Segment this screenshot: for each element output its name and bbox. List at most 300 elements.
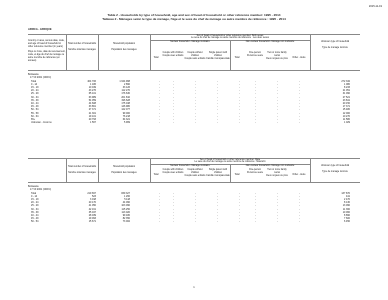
dash-cell: -: [299, 213, 300, 217]
dash-cell: -: [277, 207, 278, 211]
dash-cell: -: [173, 121, 174, 125]
dash-cell: -: [299, 89, 300, 93]
report-date: 2015-11-19: [368, 5, 382, 8]
unknown-type-cell: 20 150: [342, 101, 350, 105]
dash-cell: -: [195, 213, 196, 217]
dash-cell: -: [159, 85, 160, 89]
dash-cell: -: [277, 108, 278, 112]
dash-cell: -: [239, 197, 240, 201]
dash-cell: -: [173, 108, 174, 112]
age-group-label: 35 - 39: [31, 98, 39, 102]
dash-cell: -: [173, 210, 174, 214]
age-group-label: 15 - 19: [31, 85, 39, 89]
unknown-type-cell: 27 521: [342, 95, 350, 99]
total-households-cell: 219 697: [87, 191, 96, 195]
age-group-label: 25 - 29: [31, 92, 39, 96]
dash-cell: -: [195, 89, 196, 93]
dash-cell: -: [239, 117, 240, 121]
total-households-cell: 404 706: [87, 79, 96, 83]
dash-cell: -: [239, 105, 240, 109]
total-households-cell: 44 608: [88, 101, 96, 105]
unknown-type-cell: 8 130: [344, 201, 350, 205]
dash-cell: -: [255, 213, 256, 217]
age-group-label: Total: [31, 191, 37, 195]
population-cell: 99 000: [122, 111, 130, 115]
sex-male-header: Sex of head of household or other reference member: Male Le sexe du chef de ménage ou autre membre de référence : Masculin: [194, 158, 266, 164]
dash-cell: -: [299, 117, 300, 121]
dash-cell: -: [277, 117, 278, 121]
dash-values: [206, 192, 218, 224]
dash-cell: -: [255, 79, 256, 83]
nuclear-header: Nuclear household - Ménage nucléaire: [170, 41, 210, 43]
country-name: Botswana: [28, 185, 39, 188]
dash-cell: -: [217, 117, 218, 121]
total-households-header: Total number of households Nombre total des ménages: [67, 43, 97, 51]
age-group-label: 50 - 54: [31, 220, 39, 224]
nuclear-col-couple-no-children: Couple without children Couple sans enfants: [184, 52, 206, 60]
dash-cell: -: [299, 191, 300, 195]
dash-cell: -: [239, 95, 240, 99]
dash-cell: -: [195, 98, 196, 102]
dash-values: [150, 192, 160, 224]
population-cell: 175 048: [121, 101, 130, 105]
dash-cell: -: [159, 82, 160, 86]
dash-cell: -: [173, 79, 174, 83]
population-cell: 5 118: [124, 197, 130, 201]
population-cell: 112 270: [121, 89, 130, 93]
population-cell: 82 350: [122, 217, 130, 221]
dash-cell: -: [173, 207, 174, 211]
dash-cell: -: [299, 85, 300, 89]
non-nuclear-header: Non-nuclear household - Ménage non nucléaire: [245, 41, 295, 43]
dash-cell: -: [173, 105, 174, 109]
dash-cell: -: [239, 220, 240, 224]
dash-cell: -: [195, 111, 196, 115]
dash-cell: -: [159, 101, 160, 105]
dash-cell: -: [195, 194, 196, 198]
population-values: [98, 80, 130, 125]
age-group-label: 20 - 24: [31, 201, 39, 205]
unknown-type-cell: 15 480: [342, 108, 350, 112]
age-group-label: 65+: [31, 117, 36, 121]
dash-cell: -: [195, 210, 196, 214]
age-group-label: Unknown - Inconnu: [31, 121, 52, 125]
region-label: AFRICA - AFRIQUE: [28, 28, 52, 31]
dash-cell: -: [159, 191, 160, 195]
dash-cell: -: [217, 92, 218, 96]
total-households-cell: 19 093: [88, 217, 96, 221]
dash-cell: -: [173, 191, 174, 195]
dash-cell: -: [277, 89, 278, 93]
age-group-label: 25 - 29: [31, 204, 39, 208]
total-households-cell: 54 059: [88, 98, 96, 102]
dash-cell: -: [217, 98, 218, 102]
unknown-values: [310, 80, 350, 125]
total-households-values: [66, 80, 96, 125]
sex-both-header: Sex of head of household or other reference member: Both sexes Le sexe du chef de ménage ou autre membre de référence : Les deux sexes: [191, 34, 269, 40]
total-households-cell: 41 050: [88, 204, 96, 208]
dash-cell: -: [277, 191, 278, 195]
dash-cell: -: [239, 217, 240, 221]
population-cell: 5 969: [124, 121, 130, 125]
age-group-label: 50 - 54: [31, 108, 39, 112]
dash-cell: -: [299, 217, 300, 221]
dash-cell: -: [159, 201, 160, 205]
age-group-label: 30 - 34: [31, 207, 39, 211]
dash-cell: -: [239, 108, 240, 112]
dash-cell: -: [195, 197, 196, 201]
total-households-cell: 1 567: [90, 121, 96, 125]
dash-cell: -: [277, 105, 278, 109]
dash-values: [184, 80, 196, 125]
dash-cell: -: [239, 121, 240, 125]
population-cell: 73 002: [122, 220, 130, 224]
dash-cell: -: [299, 201, 300, 205]
dash-values: [288, 192, 300, 224]
age-group-label: 45 - 49: [31, 105, 39, 109]
dash-values: [230, 80, 240, 125]
dash-cell: -: [195, 121, 196, 125]
dash-cell: -: [239, 98, 240, 102]
population-cell: 99 180: [122, 213, 130, 217]
dash-cell: -: [217, 204, 218, 208]
population-cell: 122 077: [121, 108, 130, 112]
dash-values: [150, 80, 160, 125]
population-cell: 196 628: [121, 98, 130, 102]
dash-cell: -: [173, 220, 174, 224]
dash-values: [244, 80, 256, 125]
total-households-cell: 33 861: [88, 105, 96, 109]
dash-cell: -: [299, 92, 300, 96]
non-nuclear-col-two-nuclei: Two or more family nuclei Deux noyaux ou plus: [266, 52, 288, 60]
total-households-cell: 28 039: [88, 213, 96, 217]
dash-cell: -: [277, 121, 278, 125]
dash-cell: -: [239, 101, 240, 105]
dash-cell: -: [217, 210, 218, 214]
dash-cell: -: [239, 85, 240, 89]
age-group-label: 60 - 64: [31, 114, 39, 118]
age-group-label: 0 - 14: [31, 82, 38, 86]
non-nuclear-col-other: Other - Autre: [292, 174, 306, 176]
unknown-type-cell: 137 870: [341, 191, 350, 195]
dash-cell: -: [277, 101, 278, 105]
dash-cell: -: [255, 114, 256, 118]
dash-cell: -: [239, 92, 240, 96]
dash-cell: -: [299, 95, 300, 99]
total-households-cell: 21 301: [88, 111, 96, 115]
age-group-label: Total: [31, 79, 37, 83]
population-header: Household population Population des ménages: [111, 166, 137, 174]
dash-cell: -: [217, 121, 218, 125]
dash-cell: -: [159, 105, 160, 109]
non-nuclear-col-one-person: One-person Personne seule: [247, 169, 263, 174]
dash-cell: -: [255, 204, 256, 208]
dash-cell: -: [195, 95, 196, 99]
dash-cell: -: [299, 207, 300, 211]
unknown-type-cell: 1 029: [344, 121, 350, 125]
unknown-type-cell: 31 090: [342, 92, 350, 96]
dash-cell: -: [255, 82, 256, 86]
dash-cell: -: [255, 117, 256, 121]
dash-cell: -: [159, 117, 160, 121]
dash-cell: -: [159, 95, 160, 99]
total-households-cell: 19 101: [88, 114, 96, 118]
dash-cell: -: [173, 117, 174, 121]
dash-cell: -: [159, 197, 160, 201]
dash-cell: -: [299, 101, 300, 105]
dash-cell: -: [277, 197, 278, 201]
dash-cell: -: [173, 194, 174, 198]
census-date: 17 VII 2001 (CDFC): [30, 188, 52, 191]
dash-cell: -: [173, 92, 174, 96]
dash-cell: -: [255, 210, 256, 214]
dash-values: [230, 192, 240, 224]
dash-cell: -: [173, 197, 174, 201]
total-households-cell: 20 170: [88, 201, 96, 205]
dash-cell: -: [217, 89, 218, 93]
dash-cell: -: [217, 207, 218, 211]
dash-cell: -: [239, 210, 240, 214]
dash-cell: -: [277, 85, 278, 89]
unknown-type-cell: 10 270: [342, 114, 350, 118]
unknown-type-cell: 11 580: [342, 117, 350, 121]
dash-cell: -: [159, 204, 160, 208]
dash-cell: -: [299, 194, 300, 198]
nuclear-col-couple-no-children: Couple without children Couple sans enfants: [184, 169, 206, 177]
dash-cell: -: [277, 79, 278, 83]
dash-cell: -: [299, 98, 300, 102]
unknown-values: [310, 192, 350, 224]
population-cell: 146 980: [121, 105, 130, 109]
population-cell: 64 321: [122, 117, 130, 121]
dash-values: [266, 80, 278, 125]
left-column-header: Country or area, census date, code, and age of head of household or other reference member (in years) Pays ou zone, date de recensement, code, et âge du chef de ménage ou autre membre de référence (en années): [28, 40, 66, 62]
total-households-cell: 1 186: [90, 82, 96, 86]
total-households-cell: 27 371: [88, 108, 96, 112]
dash-cell: -: [195, 217, 196, 221]
age-group-label: 30 - 34: [31, 95, 39, 99]
nuclear-col-total: Total: [153, 174, 159, 176]
dash-cell: -: [255, 197, 256, 201]
dash-cell: -: [239, 89, 240, 93]
dash-cell: -: [195, 204, 196, 208]
dash-cell: -: [255, 194, 256, 198]
population-values: [98, 192, 130, 224]
dash-cell: -: [195, 201, 196, 205]
dash-cell: -: [173, 114, 174, 118]
dash-cell: -: [173, 204, 174, 208]
unknown-type-cell: 21 051: [342, 89, 350, 93]
dash-cell: -: [239, 207, 240, 211]
dash-cell: -: [239, 191, 240, 195]
dash-cell: -: [299, 210, 300, 214]
dash-cell: -: [217, 111, 218, 115]
dash-cell: -: [217, 213, 218, 217]
dash-cell: -: [173, 85, 174, 89]
dash-cell: -: [217, 201, 218, 205]
dash-cell: -: [255, 191, 256, 195]
title-english: Table 2 - Households by type of household, age and sex of head of household or other reference member: 1995 - 2014: [107, 13, 281, 17]
population-cell: 115 250: [121, 207, 130, 211]
dash-cell: -: [299, 105, 300, 109]
dash-cell: -: [195, 191, 196, 195]
dash-cell: -: [195, 92, 196, 96]
dash-cell: -: [159, 92, 160, 96]
dash-cell: -: [239, 201, 240, 205]
population-cell: 201 810: [121, 95, 130, 99]
dash-cell: -: [159, 121, 160, 125]
dash-cell: -: [173, 101, 174, 105]
population-cell: 176 630: [121, 92, 130, 96]
dash-cell: -: [239, 79, 240, 83]
page-number: 1: [193, 286, 195, 289]
dash-cell: -: [255, 101, 256, 105]
dash-cell: -: [173, 82, 174, 86]
dash-cell: -: [277, 201, 278, 205]
nuclear-col-couple-children: Couple with children Couple avec enfants: [162, 169, 184, 174]
dash-cell: -: [159, 89, 160, 93]
census-date: 17 VII 2001 (CDFC): [30, 76, 52, 79]
dash-cell: -: [195, 207, 196, 211]
dash-values: [162, 192, 174, 224]
dash-cell: -: [159, 207, 160, 211]
dash-cell: -: [195, 79, 196, 83]
dash-values: [162, 80, 174, 125]
non-nuclear-col-two-nuclei: Two or more family nuclei Deux noyaux ou plus: [266, 169, 288, 177]
dash-cell: -: [255, 201, 256, 205]
total-households-cell: 65 101: [88, 92, 96, 96]
unknown-type-cell: 11 360: [342, 207, 350, 211]
dash-cell: -: [159, 194, 160, 198]
age-group-label: 15 - 19: [31, 197, 39, 201]
dash-cell: -: [239, 82, 240, 86]
population-cell: 103 090: [121, 204, 130, 208]
dash-cell: -: [195, 85, 196, 89]
age-group-label: 0 - 14: [31, 194, 38, 198]
dash-cell: -: [217, 79, 218, 83]
dash-cell: -: [217, 105, 218, 109]
dash-cell: -: [255, 95, 256, 99]
population-header: Household population Population des ménages: [111, 43, 137, 51]
unknown-type-cell: 7 600: [344, 217, 350, 221]
dash-values: [266, 192, 278, 224]
dash-cell: -: [195, 117, 196, 121]
non-nuclear-header: Non-nuclear household - Ménage non nucléaire: [245, 165, 295, 167]
total-households-header: Total number of households Nombre total des ménages: [67, 166, 97, 174]
population-cell: 2 890: [124, 82, 130, 86]
dash-cell: -: [277, 82, 278, 86]
dash-cell: -: [255, 217, 256, 221]
age-group-label: 40 - 44: [31, 213, 39, 217]
unknown-type-cell: 13 090: [342, 204, 350, 208]
population-cell: 44 090: [122, 201, 130, 205]
total-households-cell: 10 049: [88, 85, 96, 89]
unknown-type-cell: 23 841: [342, 98, 350, 102]
dash-cell: -: [173, 111, 174, 115]
age-group-label: 55 - 59: [31, 111, 39, 115]
unknown-type-cell: 441: [346, 194, 350, 198]
age-group-label: 40 - 44: [31, 101, 39, 105]
dash-cell: -: [159, 213, 160, 217]
dash-cell: -: [299, 220, 300, 224]
dash-cell: -: [159, 217, 160, 221]
dash-cell: -: [173, 213, 174, 217]
dash-cell: -: [255, 85, 256, 89]
unknown-type-cell: 10 060: [342, 210, 350, 214]
total-households-cell: 3 018: [90, 197, 96, 201]
dash-cell: -: [173, 89, 174, 93]
dash-cell: -: [159, 79, 160, 83]
dash-values: [288, 80, 300, 125]
dash-cell: -: [217, 197, 218, 201]
dash-cell: -: [159, 210, 160, 214]
population-cell: 33 126: [122, 85, 130, 89]
age-labels: [31, 80, 52, 125]
dash-cell: -: [195, 101, 196, 105]
dash-cell: -: [299, 197, 300, 201]
non-nuclear-col-one-person: One-person Personne seule: [247, 52, 263, 57]
dash-cell: -: [277, 98, 278, 102]
population-cell: 76 218: [122, 114, 130, 118]
dash-cell: -: [239, 194, 240, 198]
unknown-type-cell: 1 080: [344, 82, 350, 86]
dash-cell: -: [277, 220, 278, 224]
unknown-type-cell: 8 890: [344, 213, 350, 217]
total-households-cell: 35 047: [88, 210, 96, 214]
dash-cell: -: [217, 194, 218, 198]
dash-cell: -: [217, 85, 218, 89]
dash-cell: -: [239, 204, 240, 208]
total-households-values: [66, 192, 96, 224]
population-cell: 1 260: [124, 194, 130, 198]
total-households-cell: 42 161: [88, 207, 96, 211]
dash-cell: -: [277, 194, 278, 198]
dash-cell: -: [277, 204, 278, 208]
dash-values: [184, 192, 196, 224]
dash-cell: -: [195, 108, 196, 112]
population-cell: 839 327: [121, 191, 130, 195]
unknown-header: Unknown type of household Type de ménage inconnu: [320, 165, 350, 173]
population-cell: 1 644 968: [119, 79, 130, 83]
dash-cell: -: [255, 105, 256, 109]
title-french: Tableau 2 - Ménages selon le type de ménage, l'âge et le sexe du chef de ménage ou autre membre de référence : 1995 - 2014: [102, 17, 286, 21]
dash-cell: -: [277, 111, 278, 115]
total-households-cell: 523: [92, 194, 96, 198]
dash-cell: -: [217, 95, 218, 99]
dash-cell: -: [159, 98, 160, 102]
dash-cell: -: [173, 201, 174, 205]
dash-cell: -: [195, 114, 196, 118]
dash-cell: -: [255, 121, 256, 125]
non-nuclear-col-total: Total: [234, 57, 240, 59]
dash-cell: -: [255, 220, 256, 224]
dash-cell: -: [195, 220, 196, 224]
non-nuclear-col-total: Total: [234, 174, 240, 176]
unknown-type-cell: 12 000: [342, 111, 350, 115]
dash-cell: -: [277, 213, 278, 217]
dash-cell: -: [299, 79, 300, 83]
total-households-cell: 15 671: [88, 220, 96, 224]
dash-cell: -: [173, 95, 174, 99]
dash-cell: -: [255, 207, 256, 211]
unknown-type-cell: 17 371: [342, 105, 350, 109]
dash-cell: -: [277, 95, 278, 99]
unknown-type-cell: 272 332: [341, 79, 350, 83]
dash-cell: -: [217, 108, 218, 112]
nuclear-col-couple-children: Couple with children Couple avec enfants: [162, 52, 184, 57]
dash-cell: -: [217, 220, 218, 224]
age-group-label: 20 - 24: [31, 89, 39, 93]
